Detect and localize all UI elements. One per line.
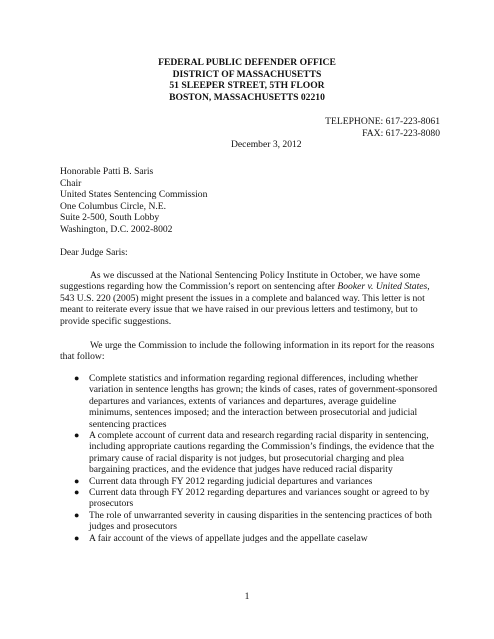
list-item-text: Current data through FY 2012 regarding judicial departures and variances [89,475,373,487]
bullet-icon: ● [74,532,80,543]
list-item [60,373,440,430]
city-address: BOSTON, MASSACHUSETTS 02210 [169,91,325,103]
list-item [60,487,440,510]
list-item [60,533,440,544]
office-name: FEDERAL PUBLIC DEFENDER OFFICE [158,57,336,68]
addressee-block [60,166,207,236]
list-item [60,510,440,533]
telephone: TELEPHONE: 617-223-8061 [325,116,440,127]
bullet-icon: ● [74,509,80,520]
district-name: DISTRICT OF MASSACHUSETTS [172,68,322,80]
contact-block [325,116,440,139]
paragraph-intro-part1: As we discussed at the National Sentencing Policy Institute in October, we have some suggestions regarding how the Commission’s report on sentencing after [60,270,420,293]
list-item-text: A complete account of current data and research regarding racial disparity in sentencing, including appropriate cautions regarding the Commission’s findings, the evidence that the primary cause of racial disparity is not judges, but prosecutorial charging and plea bargaining practices, and the evidence that judges have reduced racial disparity [89,430,435,476]
addressee-street: One Columbus Circle, N.E. [60,200,167,212]
page-number: 1 [244,591,250,602]
fax: FAX: 617-223-8080 [362,127,440,139]
letter-date: December 3, 2012 [231,139,302,150]
bullet-icon: ● [74,487,80,498]
street-address: 51 SLEEPER STREET, 5TH FLOOR [169,80,325,92]
addressee-name: Honorable Patti B. Saris [60,166,154,177]
list-item-text: The role of unwarranted severity in causing disparities in the sentencing practices of both judges and prosecutors [89,509,432,533]
addressee-org: United States Sentencing Commission [60,189,208,201]
bullet-icon: ● [74,430,80,441]
paragraph-intro [60,270,440,327]
addressee-suite: Suite 2-500, South Lobby [60,212,160,224]
list-item [60,476,440,487]
salutation: Dear Judge Saris: [60,247,128,258]
bullet-icon: ● [74,475,80,486]
list-item-text: A fair account of the views of appellate judges and the appellate caselaw [89,532,368,544]
addressee-title: Chair [60,177,82,189]
list-item-text: Current data through FY 2012 regarding departures and variances sought or agreed to by prosecutors [89,487,430,510]
addressee-city: Washington, D.C. 2002-8002 [60,223,173,235]
case-citation: Booker v. United States [337,281,428,293]
letterhead [0,57,494,103]
paragraph-intro-part2: , 543 U.S. 220 (2005) might present the issues in a complete and balanced way. This letter is not meant to reiterate every issue that we have raised in our previous letters and testimony, but to provide specific suggestions. [60,281,430,327]
list-item-text: Complete statistics and information regarding regional differences, including whether variation in sentence lengths has grown; the kinds of cases, rates of government-sponsored departures and variances, extents of variances and departures, average guideline minimums, sentences imposed; and the interaction between prosecutorial and judicial sentencing practices [89,373,438,430]
bullet-icon: ● [74,373,80,383]
paragraph-urge: We urge the Commission to include the following information in its report for the reasons that follow: [60,340,435,363]
suggestion-list [60,373,440,544]
list-item [60,430,440,476]
